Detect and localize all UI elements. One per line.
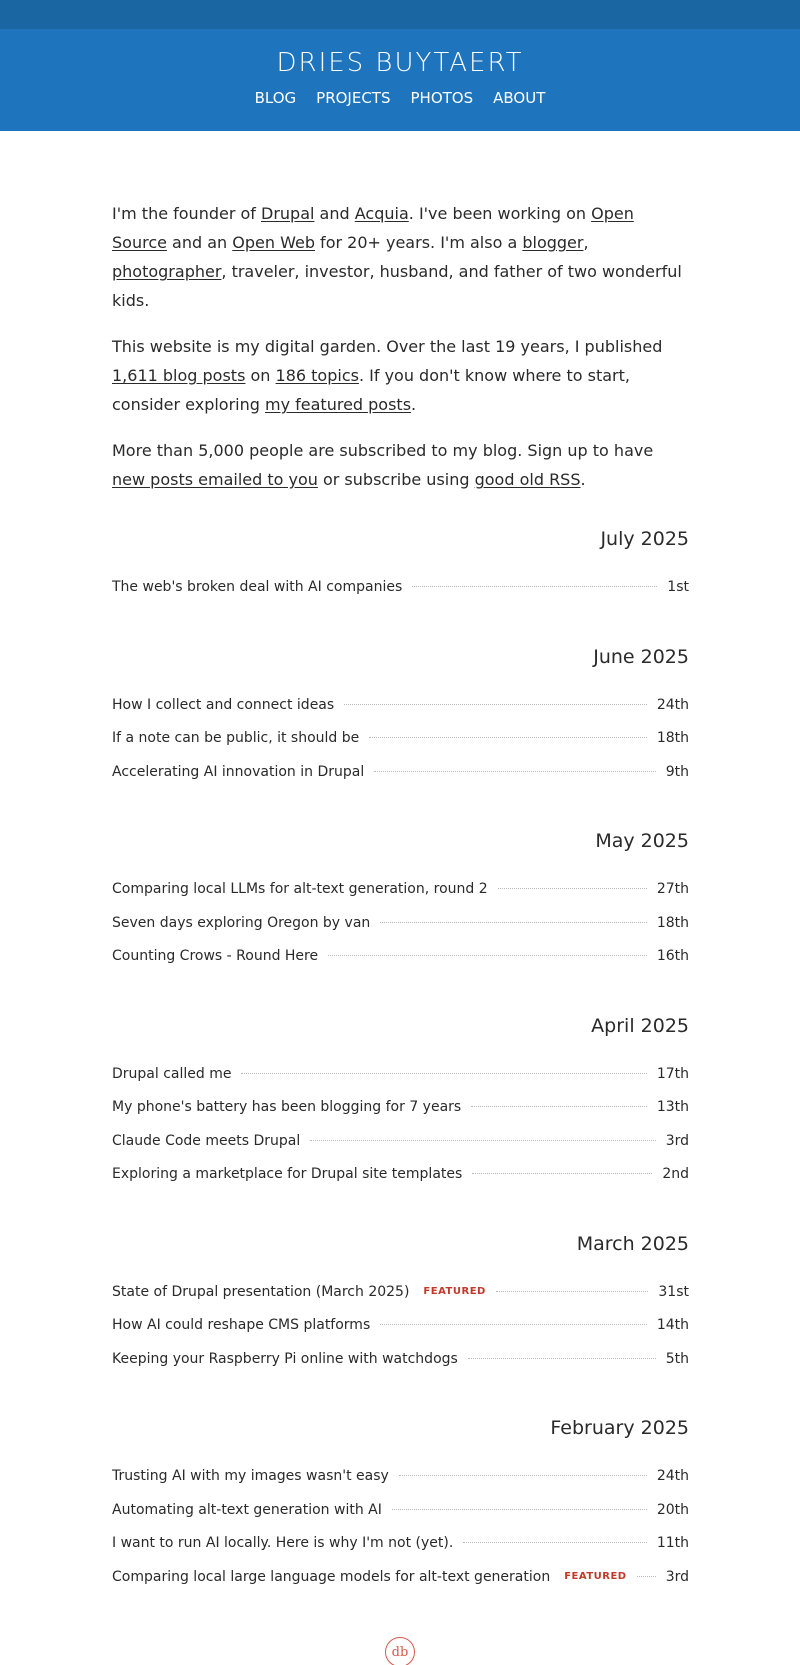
post-link[interactable]: Keeping your Raspberry Pi online with watchdogs bbox=[112, 1350, 458, 1367]
main-content bbox=[112, 131, 689, 1594]
leader-dots bbox=[374, 771, 655, 772]
month-section bbox=[112, 1226, 689, 1377]
intro-text: . If you don't know where to start, consider exploring bbox=[112, 366, 630, 414]
list-item bbox=[112, 1091, 689, 1125]
leader-dots bbox=[392, 1509, 647, 1510]
post-list bbox=[112, 1276, 689, 1377]
list-item bbox=[112, 689, 689, 723]
leader-dots bbox=[399, 1475, 647, 1476]
month-section bbox=[112, 1410, 689, 1594]
post-link[interactable]: Drupal called me bbox=[112, 1065, 232, 1082]
intro-text: . I've been working on bbox=[408, 204, 592, 223]
post-day: 3rd bbox=[665, 1568, 689, 1585]
post-link[interactable]: Exploring a marketplace for Drupal site templates bbox=[112, 1166, 463, 1182]
month-section bbox=[112, 1008, 689, 1192]
post-list bbox=[112, 689, 689, 790]
post-list bbox=[112, 873, 689, 974]
list-item bbox=[112, 1058, 689, 1092]
leader-dots bbox=[369, 737, 647, 738]
month-heading: May 2025 bbox=[595, 830, 689, 852]
post-link[interactable]: Accelerating AI innovation in Drupal bbox=[112, 763, 365, 780]
post-day: 18th bbox=[656, 914, 689, 931]
intro-text: and an bbox=[166, 233, 233, 252]
leader-dots bbox=[310, 1140, 655, 1141]
link-blog-posts[interactable]: 1,611 blog posts bbox=[112, 366, 246, 385]
intro-text: . bbox=[411, 395, 417, 414]
link-open-web[interactable]: Open Web bbox=[232, 233, 315, 252]
logo-text: db bbox=[391, 1644, 409, 1660]
list-item bbox=[112, 1561, 689, 1595]
post-list bbox=[112, 1460, 689, 1594]
nav-projects[interactable]: PROJECTS bbox=[316, 89, 391, 107]
list-item bbox=[112, 1309, 689, 1343]
post-day: 11th bbox=[656, 1535, 689, 1551]
list-item bbox=[112, 571, 689, 605]
intro-text: I'm the founder of bbox=[112, 204, 262, 223]
leader-dots bbox=[328, 955, 647, 956]
link-topics[interactable]: 186 topics bbox=[275, 366, 359, 385]
list-item bbox=[112, 1276, 689, 1310]
leader-dots bbox=[241, 1073, 646, 1074]
nav-about[interactable]: ABOUT bbox=[493, 89, 546, 107]
leader-dots bbox=[344, 704, 647, 705]
post-link[interactable]: Trusting AI with my images wasn't easy bbox=[112, 1468, 389, 1484]
site-header bbox=[0, 29, 800, 131]
post-day: 24th bbox=[656, 696, 689, 713]
intro-text: for 20+ years. I'm also a bbox=[314, 233, 523, 252]
main-nav bbox=[0, 89, 800, 107]
post-link[interactable]: Counting Crows - Round Here bbox=[112, 948, 319, 964]
intro-text: . bbox=[580, 470, 586, 489]
post-link[interactable]: State of Drupal presentation (March 2025) bbox=[112, 1283, 410, 1300]
month-heading: June 2025 bbox=[593, 645, 689, 668]
nav-photos[interactable]: PHOTOS bbox=[410, 89, 474, 107]
site-footer bbox=[0, 1637, 800, 1665]
leader-dots bbox=[380, 922, 647, 923]
post-link[interactable]: My phone's battery has been blogging for 7 years bbox=[112, 1099, 462, 1115]
link-drupal[interactable]: Drupal bbox=[261, 204, 315, 223]
post-day: 27th bbox=[656, 881, 689, 897]
post-day: 18th bbox=[656, 730, 689, 746]
post-link[interactable]: Comparing local LLMs for alt-text generation, round 2 bbox=[112, 881, 488, 897]
post-day: 16th bbox=[656, 948, 689, 964]
list-item bbox=[112, 907, 689, 941]
site-title[interactable]: DRIES BUYTAERT bbox=[276, 48, 524, 78]
month-section bbox=[112, 639, 689, 790]
leader-dots bbox=[496, 1291, 649, 1292]
post-link[interactable]: Automating alt-text generation with AI bbox=[112, 1501, 382, 1518]
intro-text: This website is my digital garden. Over the last 19 years, I published bbox=[112, 337, 663, 356]
nav-blog[interactable]: BLOG bbox=[254, 89, 297, 107]
post-list bbox=[112, 571, 689, 605]
link-acquia[interactable]: Acquia bbox=[354, 204, 409, 223]
link-rss[interactable]: good old RSS bbox=[474, 470, 581, 489]
post-link[interactable]: How I collect and connect ideas bbox=[112, 696, 335, 713]
post-day: 14th bbox=[656, 1317, 689, 1333]
featured-badge: FEATURED bbox=[564, 1570, 627, 1582]
list-item bbox=[112, 1158, 689, 1192]
post-link[interactable]: If a note can be public, it should be bbox=[112, 730, 360, 746]
intro-text: on bbox=[245, 366, 276, 385]
leader-dots bbox=[472, 1173, 652, 1174]
month-heading: February 2025 bbox=[550, 1417, 689, 1439]
post-day: 24th bbox=[656, 1468, 689, 1484]
link-blogger[interactable]: blogger bbox=[522, 233, 584, 252]
month-heading: March 2025 bbox=[576, 1232, 689, 1255]
post-day: 13th bbox=[656, 1099, 689, 1115]
intro-paragraph-2 bbox=[112, 332, 689, 419]
top-bar bbox=[0, 0, 800, 29]
post-list bbox=[112, 1058, 689, 1192]
post-day: 1st bbox=[667, 579, 689, 595]
leader-dots bbox=[468, 1358, 656, 1359]
intro bbox=[112, 131, 689, 494]
post-day: 3rd bbox=[665, 1132, 689, 1149]
leader-dots bbox=[498, 888, 647, 889]
list-item bbox=[112, 1527, 689, 1561]
post-link[interactable]: Claude Code meets Drupal bbox=[112, 1132, 301, 1149]
leader-dots bbox=[380, 1324, 647, 1325]
post-day: 20th bbox=[656, 1501, 689, 1518]
post-link[interactable]: How AI could reshape CMS platforms bbox=[112, 1317, 371, 1333]
month-section bbox=[112, 823, 689, 974]
post-link[interactable]: Comparing local large language models for alt-text generation bbox=[112, 1568, 551, 1585]
intro-text: , bbox=[583, 233, 589, 252]
month-heading: April 2025 bbox=[591, 1014, 689, 1037]
month-section bbox=[112, 521, 689, 605]
list-item bbox=[112, 873, 689, 907]
intro-text: or subscribe using bbox=[317, 470, 475, 489]
post-link[interactable]: I want to run AI locally. Here is why I'm not (yet). bbox=[112, 1535, 454, 1551]
post-day: 5th bbox=[665, 1350, 689, 1367]
post-link[interactable]: Seven days exploring Oregon by van bbox=[112, 914, 371, 931]
leader-dots bbox=[471, 1106, 647, 1107]
leader-dots bbox=[463, 1542, 647, 1543]
list-item bbox=[112, 1125, 689, 1159]
post-day: 2nd bbox=[662, 1166, 689, 1182]
post-day: 31st bbox=[658, 1283, 689, 1300]
list-item bbox=[112, 1460, 689, 1494]
post-day: 17th bbox=[656, 1065, 689, 1082]
post-link[interactable]: The web's broken deal with AI companies bbox=[112, 579, 403, 595]
intro-paragraph-1 bbox=[112, 199, 689, 315]
intro-text: , traveler, investor, husband, and father of two wonderful kids. bbox=[112, 262, 682, 310]
post-day: 9th bbox=[665, 763, 689, 780]
intro-text: and bbox=[314, 204, 355, 223]
intro-paragraph-3 bbox=[112, 436, 689, 494]
link-photographer[interactable]: photographer bbox=[112, 262, 222, 281]
intro-text: More than 5,000 people are subscribed to my blog. Sign up to have bbox=[112, 441, 654, 460]
list-item bbox=[112, 940, 689, 974]
leader-dots bbox=[412, 586, 657, 587]
link-featured-posts[interactable]: my featured posts bbox=[265, 395, 412, 414]
list-item bbox=[112, 722, 689, 756]
db-monogram-icon[interactable] bbox=[385, 1637, 415, 1665]
featured-badge: FEATURED bbox=[423, 1285, 486, 1297]
list-item bbox=[112, 1494, 689, 1528]
list-item bbox=[112, 1343, 689, 1377]
leader-dots bbox=[637, 1576, 656, 1577]
link-open-source[interactable]: Open Source bbox=[112, 204, 634, 252]
link-email-subscribe[interactable]: new posts emailed to you bbox=[112, 470, 318, 489]
list-item bbox=[112, 756, 689, 790]
month-heading: July 2025 bbox=[600, 528, 689, 550]
